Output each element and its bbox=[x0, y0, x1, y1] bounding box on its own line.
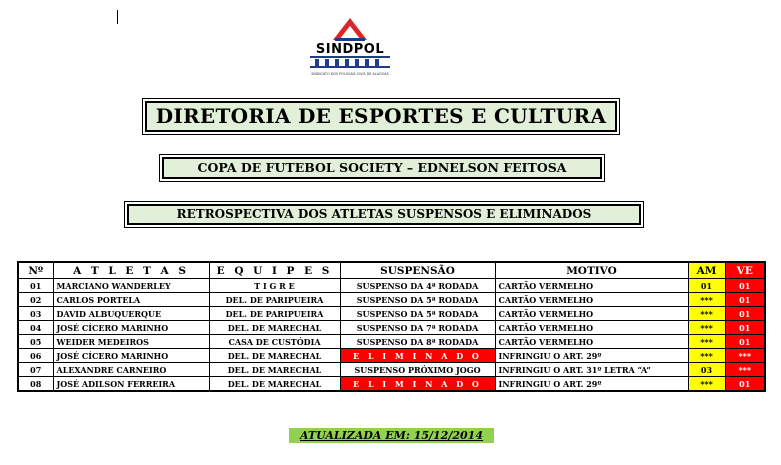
table-row bbox=[18, 377, 765, 392]
table-row bbox=[18, 307, 765, 321]
cell-reason: INFRINGIU O ART. 29º bbox=[495, 377, 688, 392]
cell-number: 02 bbox=[18, 293, 53, 307]
cell-number: 03 bbox=[18, 307, 53, 321]
cell-suspension: SUSPENSO DA 5ª RODADA bbox=[340, 307, 495, 321]
table-row bbox=[18, 293, 765, 307]
cell-reason: CARTÃO VERMELHO bbox=[495, 321, 688, 335]
cell-yellow-cards: *** bbox=[688, 293, 725, 307]
section-title: RETROSPECTIVA DOS ATLETAS SUSPENSOS E ELIMINADOS bbox=[127, 204, 641, 225]
header-red-card: VE bbox=[725, 262, 765, 279]
cell-red-cards: 01 bbox=[725, 377, 765, 392]
cell-yellow-cards: *** bbox=[688, 349, 725, 363]
logo-emblem-icon bbox=[295, 12, 405, 42]
cup-title: COPA DE FUTEBOL SOCIETY – EDNELSON FEITOSA bbox=[162, 157, 602, 179]
cell-athlete: JOSÉ CÍCERO MARINHO bbox=[53, 349, 209, 363]
cell-team: T I G R E bbox=[209, 279, 340, 293]
table-header-row bbox=[18, 262, 765, 279]
cell-red-cards: 01 bbox=[725, 279, 765, 293]
cell-number: 05 bbox=[18, 335, 53, 349]
logo-columns-icon bbox=[295, 56, 405, 68]
cell-athlete: MARCIANO WANDERLEY bbox=[53, 279, 209, 293]
cell-red-cards: *** bbox=[725, 363, 765, 377]
logo-name: SINDPOL bbox=[315, 42, 385, 57]
cell-team: DEL. DE MARECHAL bbox=[209, 349, 340, 363]
cell-suspension: E L I M I N A D O bbox=[340, 377, 495, 392]
cell-suspension: E L I M I N A D O bbox=[340, 349, 495, 363]
cell-suspension: SUSPENSO DA 7ª RODADA bbox=[340, 321, 495, 335]
cell-athlete: CARLOS PORTELA bbox=[53, 293, 209, 307]
cell-suspension: SUSPENSO DA 8ª RODADA bbox=[340, 335, 495, 349]
cell-number: 04 bbox=[18, 321, 53, 335]
cell-suspension: SUSPENSO DA 5ª RODADA bbox=[340, 293, 495, 307]
cell-number: 06 bbox=[18, 349, 53, 363]
cell-red-cards: 01 bbox=[725, 321, 765, 335]
cell-yellow-cards: *** bbox=[688, 335, 725, 349]
suspensions-table bbox=[17, 261, 766, 392]
cell-yellow-cards: 01 bbox=[688, 279, 725, 293]
updated-date: ATUALIZADA EM: 15/12/2014 bbox=[289, 428, 494, 443]
cell-reason: CARTÃO VERMELHO bbox=[495, 307, 688, 321]
cell-reason: INFRINGIU O ART. 31º LETRA “A” bbox=[495, 363, 688, 377]
header-reason: MOTIVO bbox=[495, 262, 688, 279]
table-row bbox=[18, 335, 765, 349]
cell-reason: CARTÃO VERMELHO bbox=[495, 335, 688, 349]
header-athletes: A T L E T A S bbox=[53, 262, 209, 279]
cell-team: DEL. DE PARIPUEIRA bbox=[209, 293, 340, 307]
cell-red-cards: 01 bbox=[725, 293, 765, 307]
header-yellow-card: AM bbox=[688, 262, 725, 279]
cell-athlete: WEIDER MEDEIROS bbox=[53, 335, 209, 349]
cell-team: DEL. DE PARIPUEIRA bbox=[209, 307, 340, 321]
cell-yellow-cards: *** bbox=[688, 377, 725, 392]
text-cursor bbox=[117, 10, 118, 24]
table-row bbox=[18, 349, 765, 363]
cell-suspension: SUSPENSO PRÓXIMO JOGO bbox=[340, 363, 495, 377]
table-row bbox=[18, 363, 765, 377]
cell-athlete: DAVID ALBUQUERQUE bbox=[53, 307, 209, 321]
cell-yellow-cards: *** bbox=[688, 307, 725, 321]
header-suspension: SUSPENSÃO bbox=[340, 262, 495, 279]
header-number: Nº bbox=[18, 262, 53, 279]
cell-reason: INFRINGIU O ART. 29º bbox=[495, 349, 688, 363]
cell-red-cards: 01 bbox=[725, 307, 765, 321]
cell-team: DEL. DE MARECHAL bbox=[209, 321, 340, 335]
cell-team: CASA DE CUSTÓDIA bbox=[209, 335, 340, 349]
cell-red-cards: 01 bbox=[725, 335, 765, 349]
cell-yellow-cards: 03 bbox=[688, 363, 725, 377]
cell-number: 01 bbox=[18, 279, 53, 293]
cell-athlete: JOSÉ CÍCERO MARINHO bbox=[53, 321, 209, 335]
cell-team: DEL. DE MARECHAL bbox=[209, 363, 340, 377]
header-teams: E Q U I P E S bbox=[209, 262, 340, 279]
page-title: DIRETORIA DE ESPORTES E CULTURA bbox=[145, 101, 617, 132]
cell-reason: CARTÃO VERMELHO bbox=[495, 293, 688, 307]
cell-number: 07 bbox=[18, 363, 53, 377]
cell-athlete: JOSÉ ADILSON FERREIRA bbox=[53, 377, 209, 392]
cell-yellow-cards: *** bbox=[688, 321, 725, 335]
cell-reason: CARTÃO VERMELHO bbox=[495, 279, 688, 293]
sindpol-logo bbox=[295, 12, 405, 82]
table-row bbox=[18, 279, 765, 293]
cell-red-cards: *** bbox=[725, 349, 765, 363]
cell-team: DEL. DE MARECHAL bbox=[209, 377, 340, 392]
cell-number: 08 bbox=[18, 377, 53, 392]
cell-suspension: SUSPENSO DA 4ª RODADA bbox=[340, 279, 495, 293]
cell-athlete: ALEXANDRE CARNEIRO bbox=[53, 363, 209, 377]
logo-subtitle: SINDICATO DOS POLICIAIS CIVIS DE ALAGOAS bbox=[311, 72, 389, 76]
table-row bbox=[18, 321, 765, 335]
